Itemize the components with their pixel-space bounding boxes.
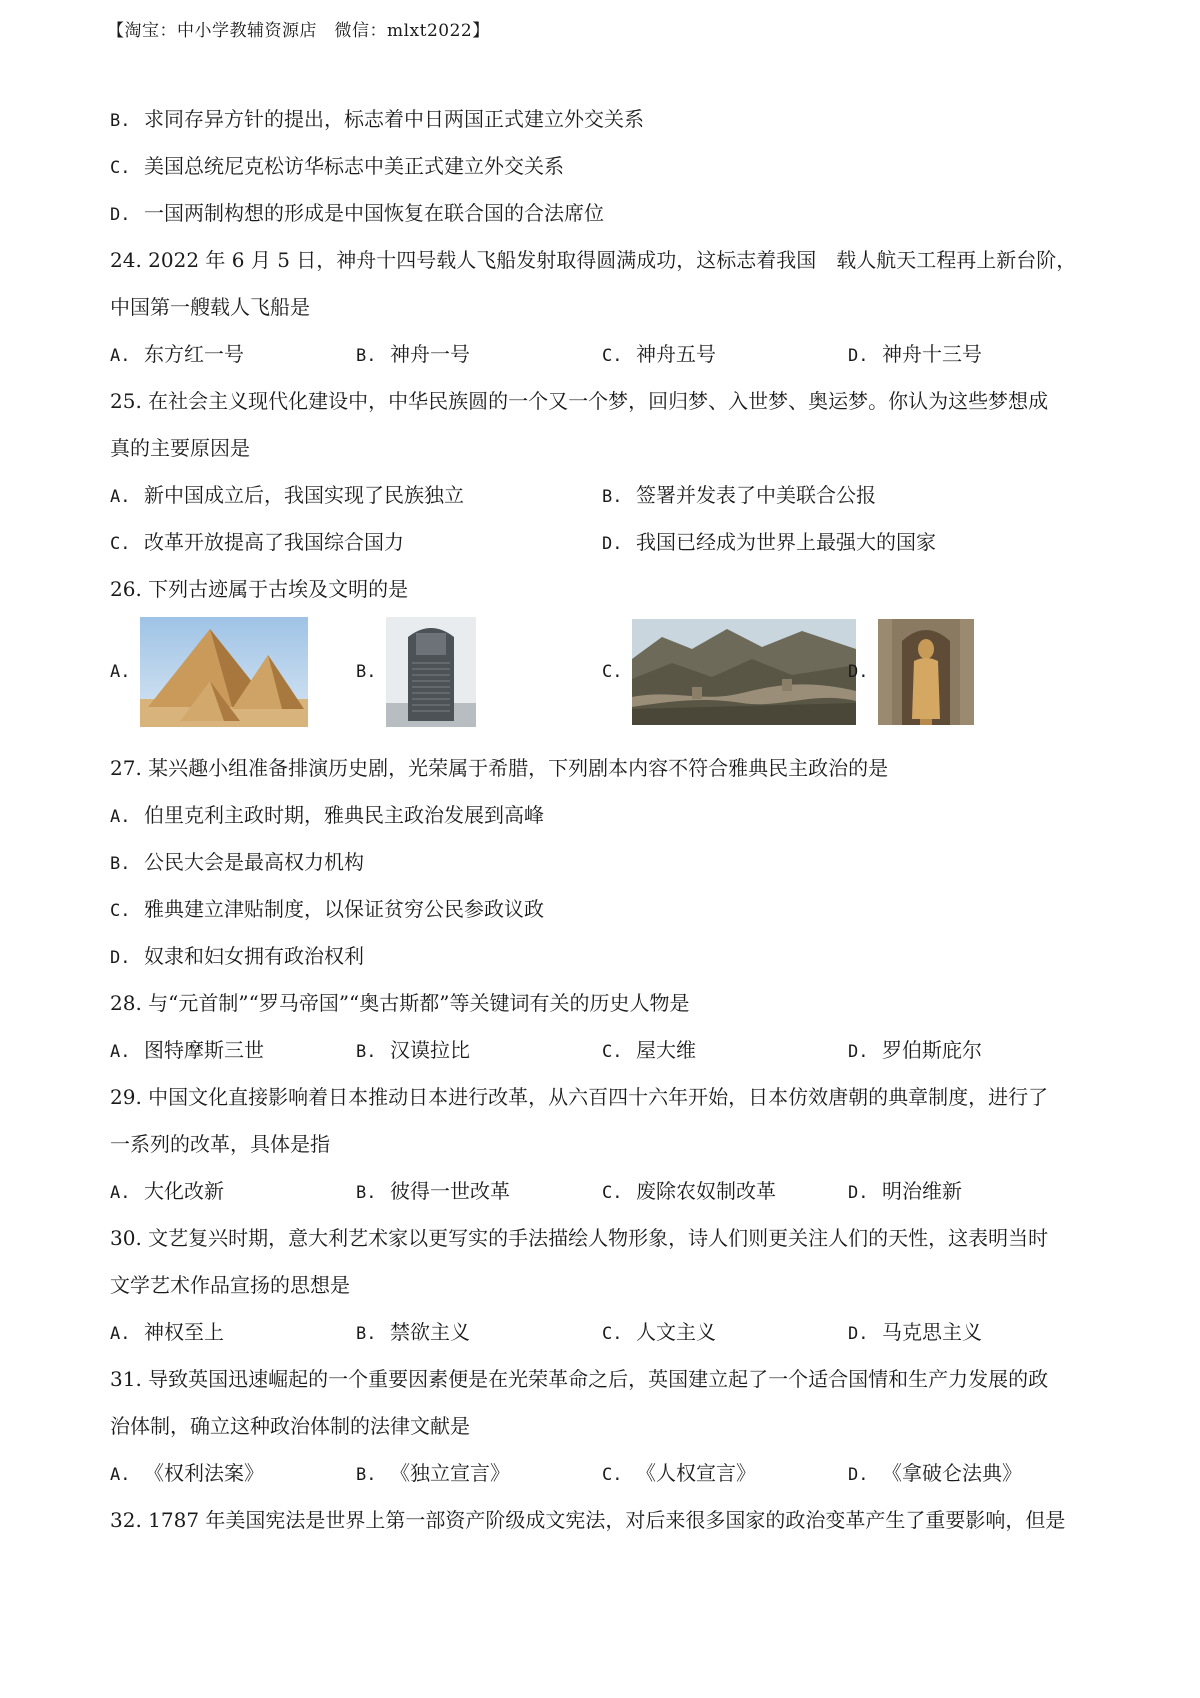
- q31-option-d: D. 《拿破仑法典》: [848, 1461, 1022, 1485]
- q26-image-options: [110, 617, 1110, 745]
- q30-option-c: C. 人文主义: [602, 1320, 716, 1344]
- q30-option-b: B. 禁欲主义: [356, 1320, 470, 1344]
- page-header-watermark: 【淘宝：中小学教辅资源店 微信：mlxt2022】: [107, 21, 490, 41]
- q29-option-b: B. 彼得一世改革: [356, 1179, 510, 1203]
- q32-stem-line1: 32. 1787 年美国宪法是世界上第一部资产阶级成文宪法，对后来很多国家的政治变革产生了重要影响，但是: [110, 1508, 1066, 1532]
- q25-option-c: C. 改革开放提高了我国综合国力: [110, 530, 404, 554]
- q30-option-d: D. 马克思主义: [848, 1320, 982, 1344]
- q29-stem-line2: 一系列的改革，具体是指: [110, 1132, 330, 1156]
- q29-option-d: D. 明治维新: [848, 1179, 962, 1203]
- q24-options: [110, 331, 1110, 378]
- q23-option-b: B. 求同存异方针的提出，标志着中日两国正式建立外交关系: [110, 107, 644, 131]
- q24-option-d: D. 神舟十三号: [848, 342, 982, 366]
- bamiyan-buddha-photo: [878, 619, 974, 725]
- q24-option-b: B. 神舟一号: [356, 342, 470, 366]
- q24-stem-line2: 中国第一艘载人飞船是: [110, 295, 310, 319]
- q28-option-b: B. 汉谟拉比: [356, 1038, 470, 1062]
- q29-options: [110, 1168, 1110, 1215]
- q25-option-a: A. 新中国成立后，我国实现了民族独立: [110, 483, 464, 507]
- q30-stem-line1: 30. 文艺复兴时期，意大利艺术家以更写实的手法描绘人物形象，诗人们则更关注人们的天性，这表明当时: [110, 1226, 1049, 1250]
- q27-option-c: C. 雅典建立津贴制度，以保证贫穷公民参政议政: [110, 897, 544, 921]
- q26-stem: 26. 下列古迹属于古埃及文明的是: [110, 577, 409, 601]
- q31-option-a: A. 《权利法案》: [110, 1461, 264, 1485]
- q27-stem: 27. 某兴趣小组准备排演历史剧，光荣属于希腊，下列剧本内容不符合雅典民主政治的是: [110, 756, 889, 780]
- q23-option-c: C. 美国总统尼克松访华标志中美正式建立外交关系: [110, 154, 564, 178]
- q26-option-a: A.: [110, 617, 308, 727]
- q26-option-d: D.: [848, 617, 974, 727]
- q30-option-a: A. 神权至上: [110, 1320, 224, 1344]
- q30-options: [110, 1309, 1110, 1356]
- q24-stem-line1: 24. 2022 年 6 月 5 日，神舟十四号载人飞船发射取得圆满成功，这标志着我国 载人航天工程再上新台阶，: [110, 248, 1077, 272]
- q24-option-c: C. 神舟五号: [602, 342, 716, 366]
- q27-option-b: B. 公民大会是最高权力机构: [110, 850, 364, 874]
- q31-options: [110, 1450, 1110, 1497]
- q24-option-a: A. 东方红一号: [110, 342, 244, 366]
- q31-option-b: B. 《独立宣言》: [356, 1461, 510, 1485]
- q25-options-row2: [110, 519, 1110, 566]
- q28-options: [110, 1027, 1110, 1074]
- q28-stem: 28. 与“元首制”“罗马帝国”“奥古斯都”等关键词有关的历史人物是: [110, 991, 690, 1015]
- hammurabi-stele-photo: [386, 617, 476, 727]
- q31-option-c: C. 《人权宣言》: [602, 1461, 756, 1485]
- q25-option-b: B. 签署并发表了中美联合公报: [602, 483, 876, 507]
- q29-stem-line1: 29. 中国文化直接影响着日本推动日本进行改革，从六百四十六年开始，日本仿效唐朝的典章制度，进行了: [110, 1085, 1049, 1109]
- q28-option-c: C. 屋大维: [602, 1038, 696, 1062]
- q23-option-d: D. 一国两制构想的形成是中国恢复在联合国的合法席位: [110, 201, 604, 225]
- q28-option-d: D. 罗伯斯庇尔: [848, 1038, 982, 1062]
- q27-option-a: A. 伯里克利主政时期，雅典民主政治发展到高峰: [110, 803, 544, 827]
- q29-option-c: C. 废除农奴制改革: [602, 1179, 776, 1203]
- q25-stem-line1: 25. 在社会主义现代化建设中，中华民族圆的一个又一个梦，回归梦、入世梦、奥运梦。你认为这些梦想成: [110, 389, 1049, 413]
- q31-stem-line2: 治体制，确立这种政治体制的法律文献是: [110, 1414, 470, 1438]
- great-wall-photo: [632, 619, 856, 725]
- q28-option-a: A. 图特摩斯三世: [110, 1038, 264, 1062]
- pyramids-photo: [140, 617, 308, 727]
- q27-option-d: D. 奴隶和妇女拥有政治权利: [110, 944, 364, 968]
- q29-option-a: A. 大化改新: [110, 1179, 224, 1203]
- q26-option-c: C.: [602, 617, 856, 727]
- q31-stem-line1: 31. 导致英国迅速崛起的一个重要因素便是在光荣革命之后，英国建立起了一个适合国情和生产力发展的政: [110, 1367, 1049, 1391]
- q25-option-d: D. 我国已经成为世界上最强大的国家: [602, 530, 936, 554]
- q26-option-b: B.: [356, 617, 476, 727]
- question-sheet: [110, 96, 1110, 1544]
- q25-options-row1: [110, 472, 1110, 519]
- q30-stem-line2: 文学艺术作品宣扬的思想是: [110, 1273, 350, 1297]
- q25-stem-line2: 真的主要原因是: [110, 436, 250, 460]
